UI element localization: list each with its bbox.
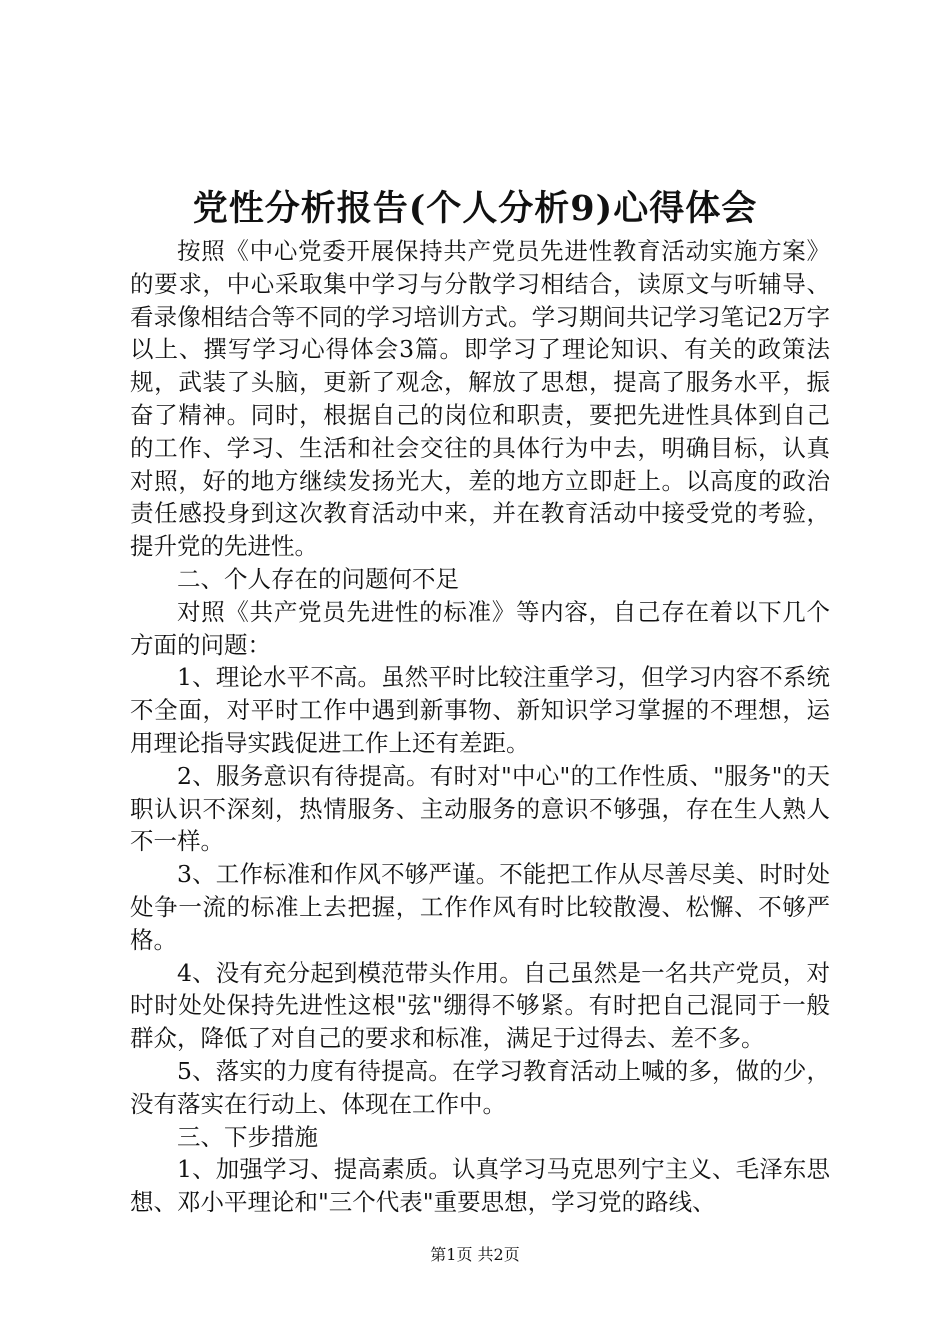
problem-item-5: 5、落实的力度有待提高。在学习教育活动上喊的多，做的少，没有落实在行动上、体现在工作中。 xyxy=(130,1056,830,1118)
document-title: 党性分析报告(个人分析9)心得体会 xyxy=(192,188,758,229)
measure-item-1: 1、加强学习、提高素质。认真学习马克思列宁主义、毛泽东思想、邓小平理论和"三个代表"重要思想，学习党的路线、 xyxy=(130,1155,830,1217)
section-heading-measures: 三、下步措施 xyxy=(177,1122,318,1151)
problems-intro-paragraph: 对照《共产党员先进性的标准》等内容，自己存在着以下几个方面的问题： xyxy=(130,597,830,659)
problem-item-3: 3、工作标准和作风不够严谨。不能把工作从尽善尽美、时时处处争一流的标准上去把握，工作作风有时比较散漫、松懈、不够严格。 xyxy=(130,860,830,954)
intro-paragraph: 按照《中心党委开展保持共产党员先进性教育活动实施方案》的要求，中心采取集中学习与分散学习相结合，读原文与听辅导、看录像相结合等不同的学习培训方式。学习期间共记学习笔记2万字以上、撰写学习心得体会3篇。即学习了理论知识、有关的政策法规，武装了头脑，更新了观念，解放了思想，提高了服务水平，振奋了精神。同时，根据自己的岗位和职责，要把先进性具体到自己的工作、学习、生活和社会交往的具体行为中去，明确目标，认真对照，好的地方继续发扬光大，差的地方立即赶上。以高度的政治责任感投身到这次教育活动中来，并在教育活动中接受党的考验，提升党的先进性。 xyxy=(130,237,830,561)
problem-item-4: 4、没有充分起到模范带头作用。自己虽然是一名共产党员，对时时处处保持先进性这根"弦"绷得不够紧。有时把自己混同于一般群众，降低了对自己的要求和标准，满足于过得去、差不多。 xyxy=(130,958,830,1053)
section-heading-problems: 二、个人存在的问题何不足 xyxy=(177,564,459,593)
page-footer: 第1页 共2页 xyxy=(430,1245,520,1264)
problem-item-1: 1、理论水平不高。虽然平时比较注重学习，但学习内容不系统不全面，对平时工作中遇到新事物、新知识学习掌握的不理想，运用理论指导实践促进工作上还有差距。 xyxy=(130,663,830,757)
document-body xyxy=(130,235,830,1219)
problem-item-2: 2、服务意识有待提高。有时对"中心"的工作性质、"服务"的天职认识不深刻，热情服务、主动服务的意识不够强，存在生人熟人不一样。 xyxy=(130,761,830,856)
